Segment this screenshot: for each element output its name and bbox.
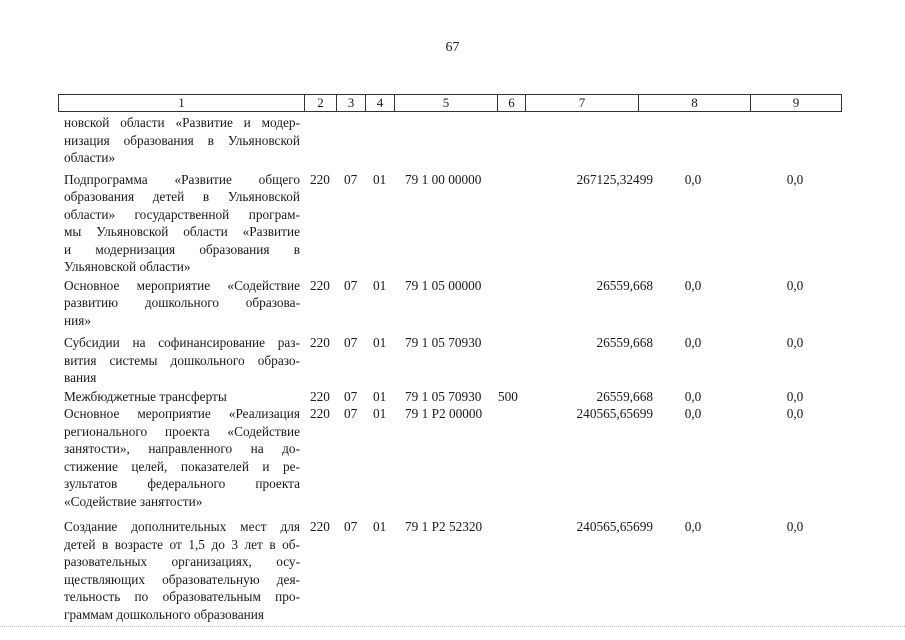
cell-c3: 07 (344, 406, 358, 421)
cell-c5: 79 1 P2 00000 (405, 406, 483, 421)
cell-c9: 0,0 (786, 519, 804, 534)
row-name-line: занятости», направленного на до- (64, 441, 300, 456)
row-name-line: детей в возрасте от 1,5 до 3 лет в об- (64, 536, 300, 552)
row-name-line: Основное мероприятие «Реализация (64, 406, 300, 421)
row-name-line: Создание дополнительных мест для (64, 519, 300, 534)
header-col-7: 7 (525, 94, 638, 112)
header-col-8: 8 (638, 94, 750, 112)
table-header (58, 94, 842, 112)
header-col-6: 6 (497, 94, 525, 112)
cell-c9: 0,0 (786, 406, 804, 421)
header-col-3: 3 (336, 94, 365, 112)
table-row (58, 171, 842, 276)
header-col-1: 1 (58, 94, 304, 112)
row-name-line: Субсидии на софинансирование раз- (64, 335, 300, 350)
cell-c2: 220 (310, 406, 330, 421)
row-name (64, 388, 300, 406)
row-name-line: стижение целей, показателей и ре- (64, 458, 300, 474)
cell-c8: 0,0 (684, 277, 702, 293)
row-name-line: разовательных организациях, осу- (64, 554, 300, 569)
page-number: 67 (445, 40, 460, 55)
row-name (64, 405, 300, 510)
cell-c2: 220 (310, 335, 330, 350)
cell-c7: 26559,668 (596, 277, 653, 293)
table-body (58, 114, 842, 623)
cell-c9: 0,0 (786, 277, 804, 293)
row-name-line: Подпрограмма «Развитие общего (64, 171, 300, 187)
header-col-5: 5 (394, 94, 497, 112)
cell-c3: 07 (344, 277, 358, 293)
row-name-line: области» государственной програм- (64, 206, 300, 222)
cell-c2: 220 (310, 388, 330, 404)
row-name (64, 518, 300, 623)
table-row (58, 277, 842, 330)
cell-c4: 01 (373, 335, 387, 350)
row-name-line: низация образования в Ульяновской (64, 132, 300, 148)
cell-c2: 220 (310, 171, 330, 187)
cell-c8: 0,0 (684, 171, 702, 187)
row-name-line: развитию дошкольного образова- (64, 295, 300, 310)
cell-c9: 0,0 (786, 335, 804, 350)
cell-c7: 267125,32499 (576, 171, 653, 187)
cell-c5: 79 1 P2 52320 (405, 519, 483, 534)
header-col-2: 2 (304, 94, 336, 112)
row-name-line: ния» (64, 312, 91, 328)
table-row (58, 114, 842, 167)
cell-c7: 26559,668 (596, 335, 653, 350)
cell-c3: 07 (344, 171, 358, 187)
row-name (64, 334, 300, 387)
row-name-line: мы Ульяновской области «Развитие (64, 224, 300, 239)
cell-c4: 01 (373, 277, 387, 293)
cell-c5: 79 1 05 00000 (405, 277, 482, 293)
row-name-line: «Содействие занятости» (64, 493, 203, 509)
cell-c3: 07 (344, 335, 358, 350)
table-row (58, 334, 842, 387)
row-name-line: Основное мероприятие «Содействие (64, 277, 300, 293)
table-row (58, 388, 842, 406)
cell-c7: 240565,65699 (576, 406, 653, 421)
header-col-4: 4 (365, 94, 394, 112)
header-col-9: 9 (750, 94, 842, 112)
row-name-line: новской области «Развитие и модер- (64, 115, 300, 130)
cell-c5: 79 1 05 70930 (405, 335, 482, 350)
cell-c4: 01 (373, 519, 387, 534)
cell-c3: 07 (344, 388, 358, 404)
cell-c2: 220 (310, 277, 330, 293)
cell-c7: 240565,65699 (576, 519, 653, 534)
cell-c4: 01 (373, 388, 387, 404)
cell-c8: 0,0 (684, 388, 702, 404)
cell-c3: 07 (344, 519, 358, 534)
table-row (58, 405, 842, 510)
cell-c9: 0,0 (786, 388, 804, 404)
row-name-line: Межбюджетные трансферты (64, 388, 227, 404)
row-name-line: тельность по образовательным про- (64, 589, 300, 604)
row-name-line: и модернизация образования в (64, 241, 300, 257)
row-name (64, 114, 300, 167)
cell-c8: 0,0 (684, 406, 702, 421)
cell-c8: 0,0 (684, 335, 702, 350)
cell-c9: 0,0 (786, 171, 804, 187)
cell-c6: 500 (498, 388, 518, 404)
row-name-line: вания (64, 370, 97, 385)
row-name-line: образования детей в Ульяновской (64, 189, 300, 204)
cell-c5: 79 1 00 00000 (405, 171, 482, 187)
table-row (58, 518, 842, 623)
row-name-line: области» (64, 150, 116, 165)
cell-c7: 26559,668 (596, 388, 653, 404)
cell-c4: 01 (373, 406, 387, 421)
cell-c2: 220 (310, 519, 330, 534)
row-name (64, 277, 300, 330)
cell-c4: 01 (373, 171, 387, 187)
page-bottom-divider (0, 626, 905, 627)
row-name-line: граммам дошкольного образования (64, 606, 264, 622)
row-name-line: зультатов федерального проекта (64, 476, 300, 491)
cell-c5: 79 1 05 70930 (405, 388, 482, 404)
row-name-line: Ульяновской области» (64, 259, 191, 274)
row-name-line: вития системы дошкольного образо- (64, 352, 300, 368)
cell-c8: 0,0 (684, 519, 702, 534)
row-name-line: ществляющих образовательную дея- (64, 571, 300, 587)
row-name (64, 171, 300, 276)
row-name-line: регионального проекта «Содействие (64, 423, 300, 439)
